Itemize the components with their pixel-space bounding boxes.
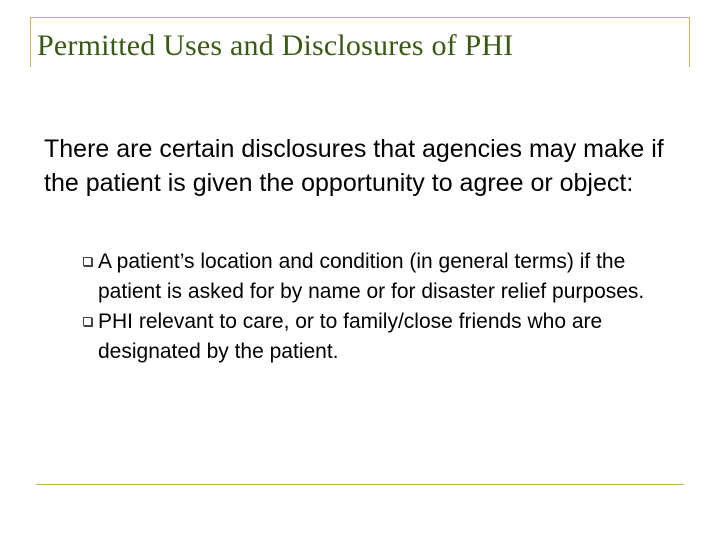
bullet-list <box>80 247 690 367</box>
bullet-text: PHI relevant to care, or to family/close friends who are designated by the patient. <box>98 310 603 363</box>
title-frame-top-rule <box>30 17 690 18</box>
footer-rule <box>36 484 684 485</box>
intro-paragraph: There are certain disclosures that agencies may make if the patient is given the opportunity to agree or object: <box>44 135 664 197</box>
title-frame-left-rule <box>30 17 31 67</box>
bullet-item <box>80 247 690 307</box>
slide-title: Permitted Uses and Disclosures of PHI <box>37 29 514 62</box>
checkbox-bullet-icon <box>83 317 92 326</box>
bullet-item <box>80 307 690 367</box>
checkbox-bullet-icon <box>83 257 92 266</box>
bullet-text: A patient’s location and condition (in general terms) if the patient is asked for by name or for disaster relief purposes. <box>98 250 645 303</box>
title-frame-right-rule <box>689 17 690 67</box>
